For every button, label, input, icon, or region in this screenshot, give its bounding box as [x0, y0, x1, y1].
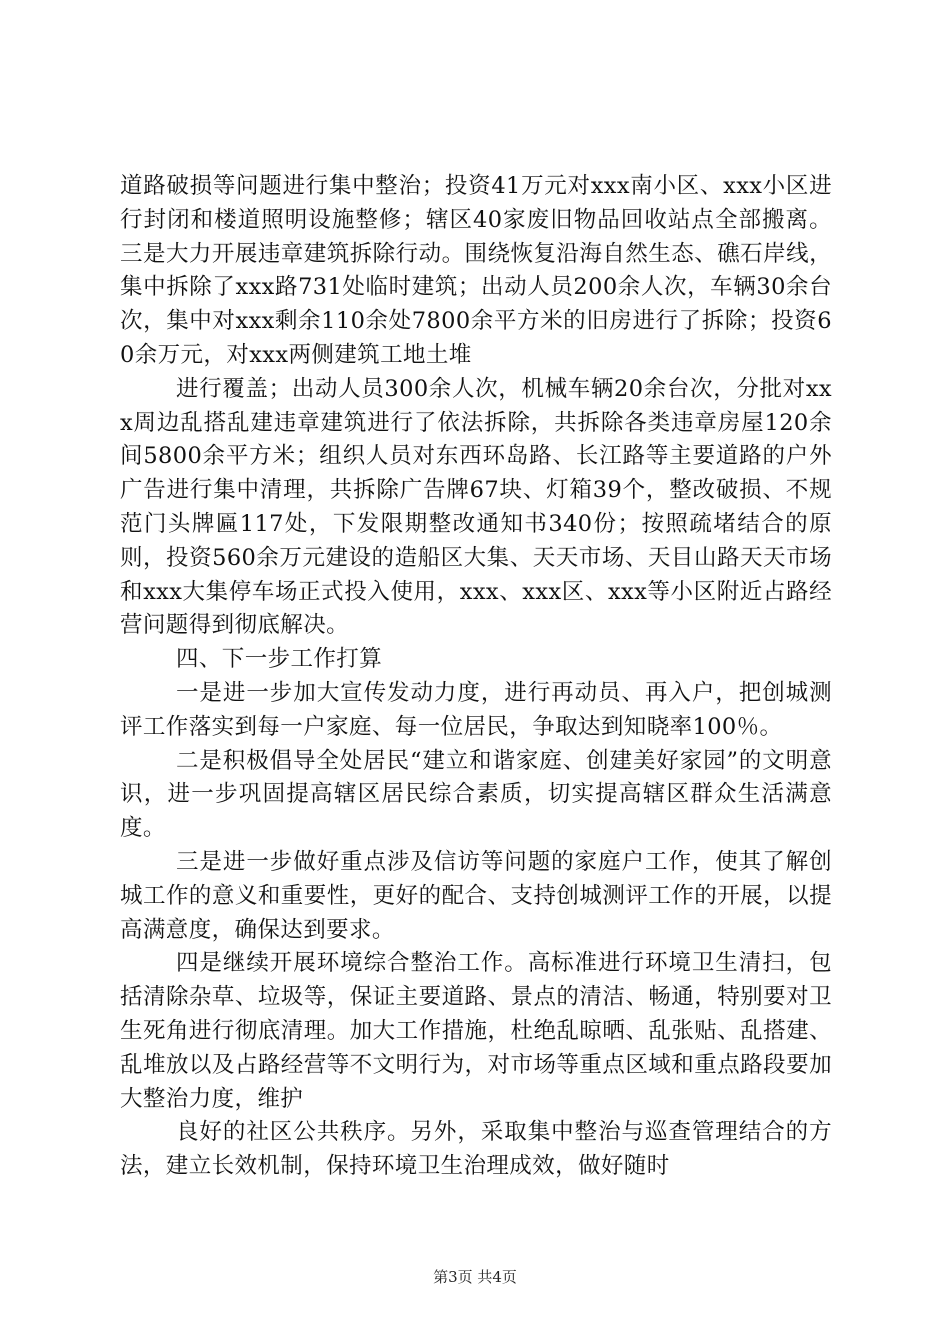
paragraph: 四是继续开展环境综合整治工作。高标准进行环境卫生清扫，包括清除杂草、垃圾等，保证主要道路、景点的清洁、畅通，特别要对卫生死角进行彻底清理。加大工作措施，杜绝乱晾晒、乱张贴、乱搭建、乱堆放以及占路经营等不文明行为，对市场等重点区域和重点路段要加大整治力度，维护: [120, 950, 832, 1112]
document-body: [120, 170, 832, 1184]
section-heading: 四、下一步工作打算: [176, 646, 383, 673]
paragraph: 进行覆盖；出动人员300余人次，机械车辆20余台次，分批对xxx周边乱搭乱建违章建筑进行了依法拆除，共拆除各类违章房屋120余间5800余平方米；组织人员对东西环岛路、长江路等主要道路的户外广告进行集中清理，共拆除广告牌67块、灯箱39个，整改破损、不规范门头牌匾117处，下发限期整改通知书340份；按照疏堵结合的原则，投资560余万元建设的造船区大集、天天市场、天目山路天天市场和xxx大集停车场正式投入使用，xxx、xxx区、xxx等小区附近占路经营问题得到彻底解决。: [120, 375, 832, 639]
paragraph: 良好的社区公共秩序。另外，采取集中整治与巡查管理结合的方法，建立长效机制，保持环境卫生治理成效，做好随时: [120, 1119, 832, 1180]
paragraph: 三是进一步做好重点涉及信访等问题的家庭户工作，使其了解创城工作的意义和重要性，更好的配合、支持创城测评工作的开展，以提高满意度，确保达到要求。: [120, 848, 832, 943]
page-number-footer: 第3页 共4页: [433, 1268, 517, 1286]
paragraph: 道路破损等问题进行集中整治；投资41万元对xxx南小区、xxx小区进行封闭和楼道照明设施整修；辖区40家废旧物品回收站点全部搬离。三是大力开展违章建筑拆除行动。围绕恢复沿海自然生态、礁石岸线，集中拆除了xxx路731处临时建筑；出动人员200余人次，车辆30余台次，集中对xxx剩余110余处7800余平方米的旧房进行了拆除；投资60余万元，对xxx两侧建筑工地土堆: [120, 173, 832, 368]
paragraph: 一是进一步加大宣传发动力度，进行再动员、再入户，把创城测评工作落实到每一户家庭、每一位居民，争取达到知晓率100％。: [120, 679, 832, 740]
paragraph: 二是积极倡导全处居民“建立和谐家庭、创建美好家园”的文明意识，进一步巩固提高辖区居民综合素质，切实提高辖区群众生活满意度。: [120, 747, 832, 842]
